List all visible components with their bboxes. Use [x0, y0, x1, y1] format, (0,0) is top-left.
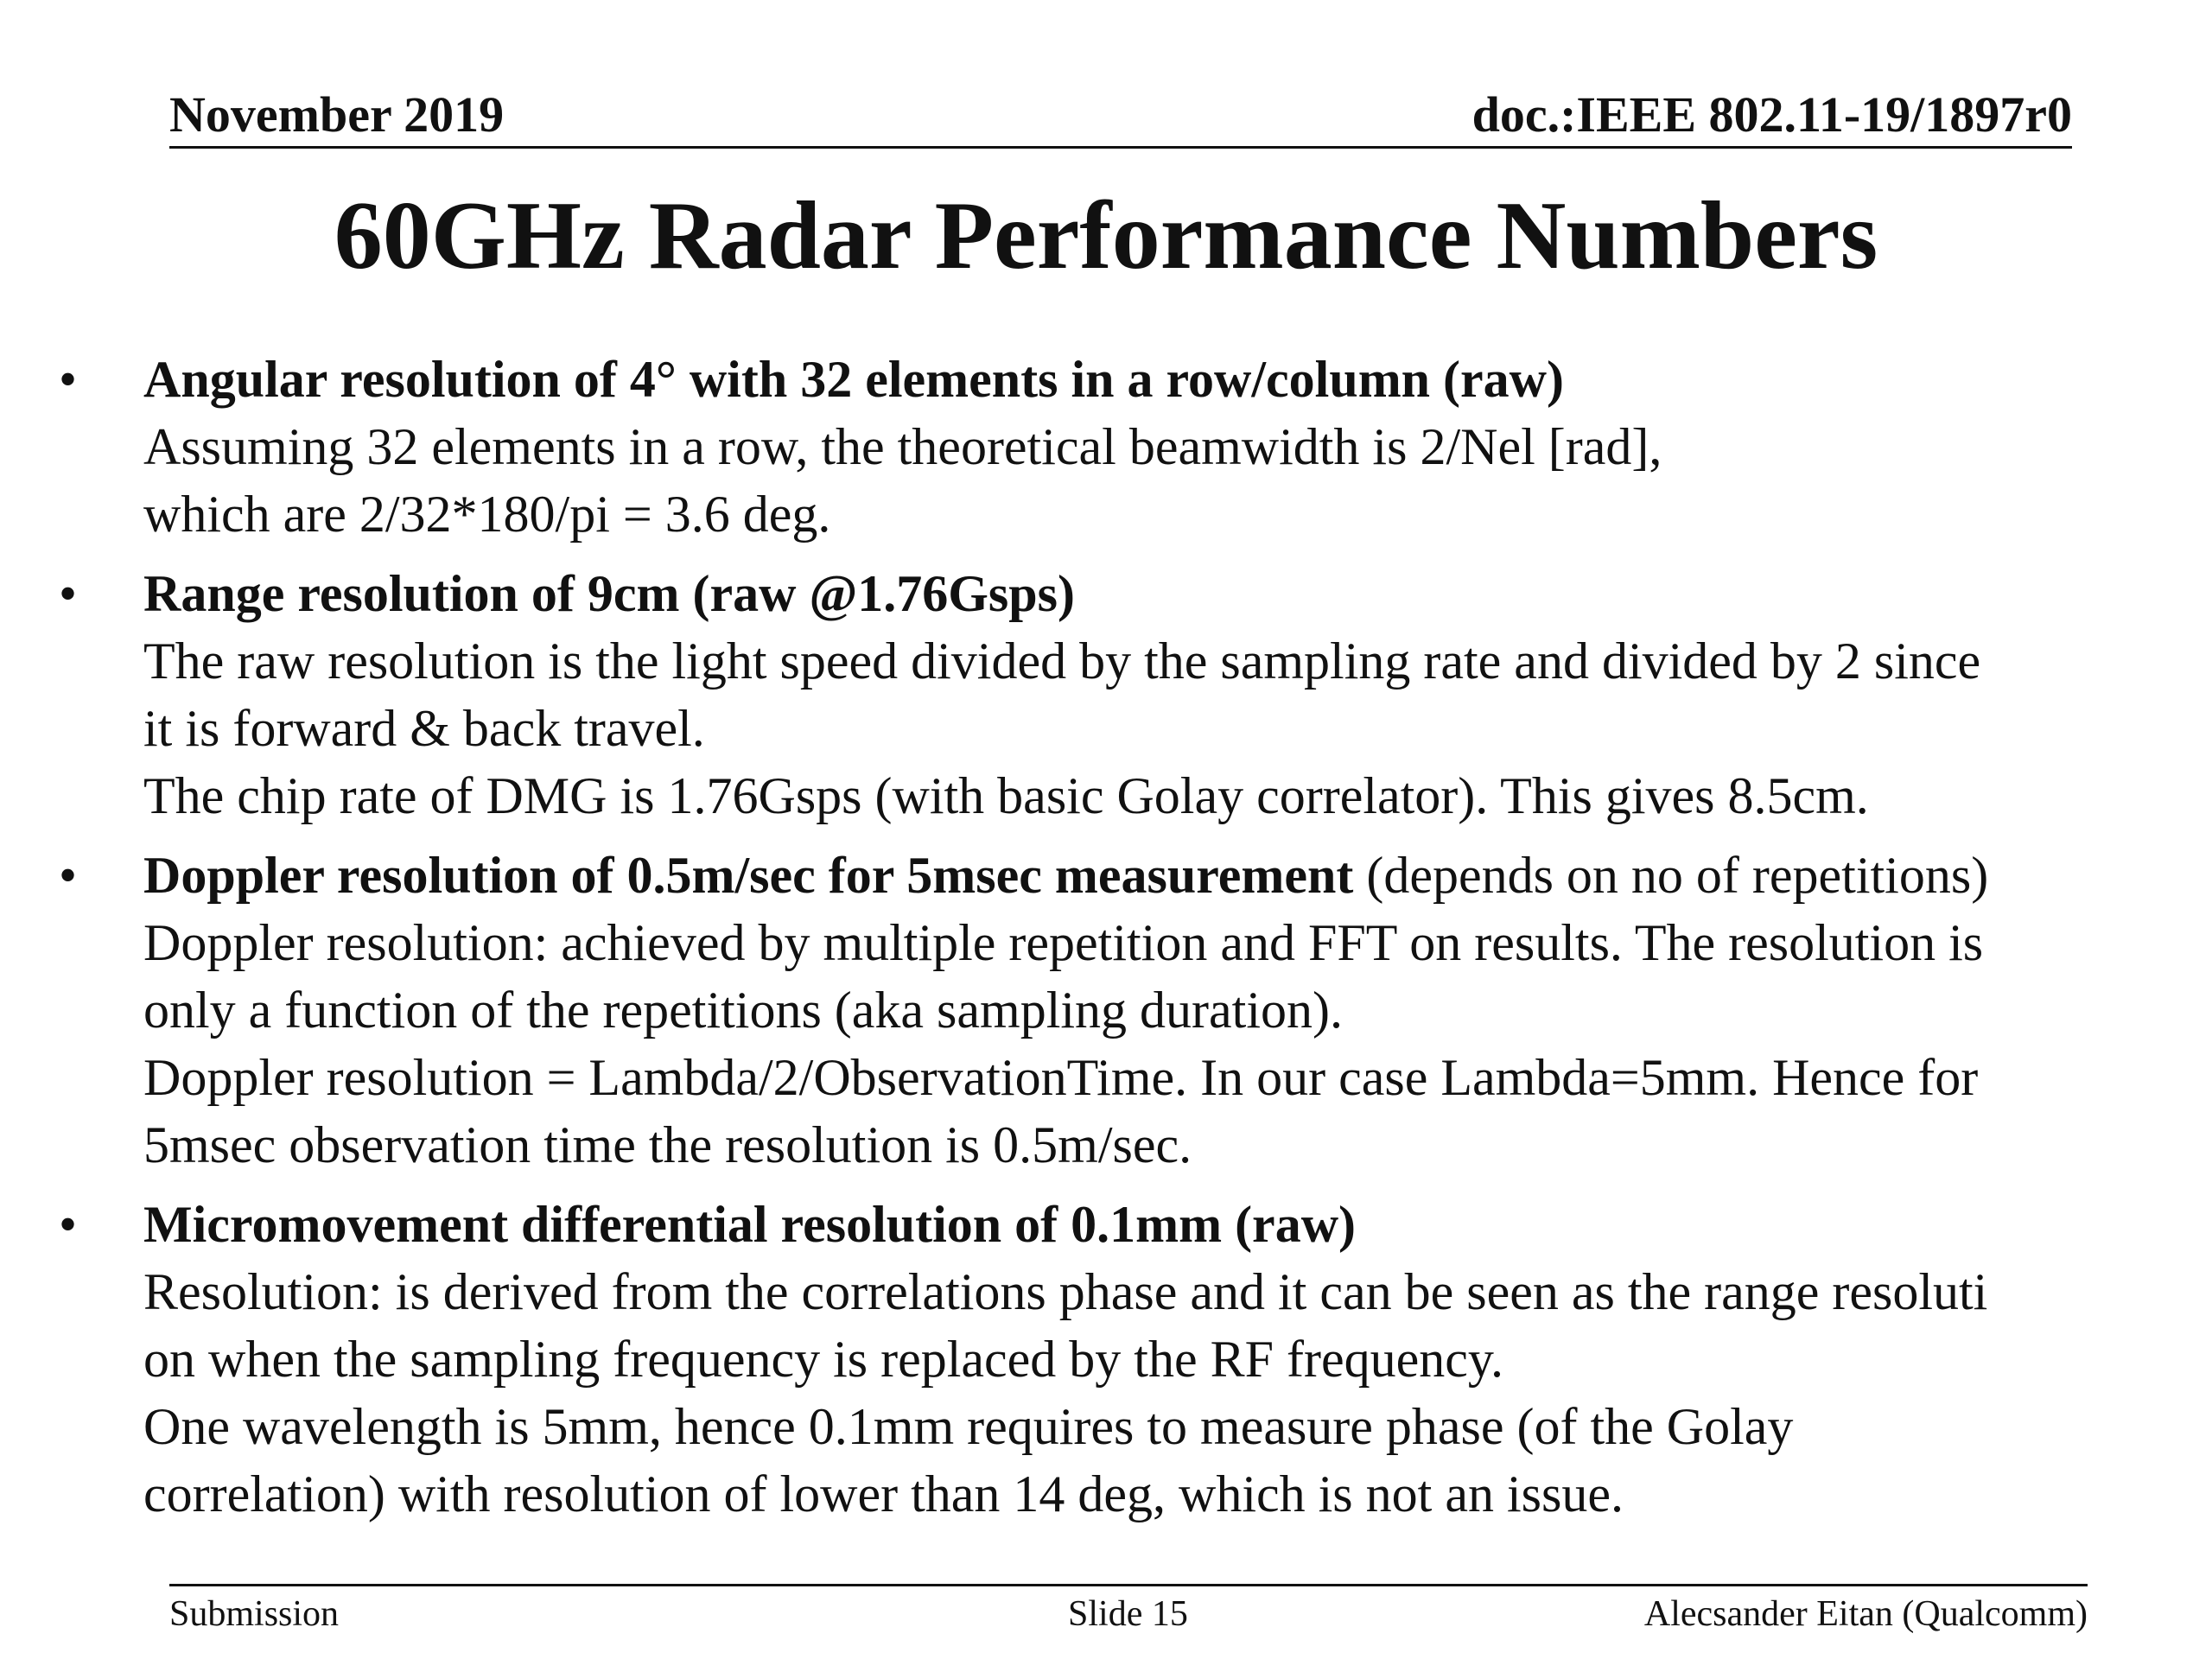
bullet-icon: •: [59, 1196, 78, 1253]
footer-slide-number: Slide 15: [1068, 1594, 1188, 1634]
bullet-body-line: Resolution: is derived from the correlations phase and it can be seen as the range resoluti: [143, 1263, 1988, 1320]
bullet-body-line: One wavelength is 5mm, hence 0.1mm requires to measure phase (of the Golay: [143, 1398, 1794, 1455]
bullet-heading: [143, 346, 2177, 413]
bullet-icon: •: [59, 351, 78, 408]
bullet-body-line: 5msec observation time the resolution is 0.5m/sec.: [143, 1116, 1192, 1173]
slide-footer: [169, 1584, 2088, 1638]
bullet-angular-resolution: [0, 346, 2212, 548]
bullet-heading-text: Range resolution of 9cm (raw @1.76Gsps): [143, 565, 1075, 622]
bullet-heading-text: Angular resolution of 4° with 32 elements in a row/column (raw): [143, 351, 1564, 408]
bullet-body-line: Doppler resolution = Lambda/2/ObservationTime. In our case Lambda=5mm. Hence for: [143, 1049, 1979, 1106]
bullet-icon: •: [59, 565, 78, 622]
bullet-heading: [143, 1191, 2177, 1258]
bullet-body-line: it is forward & back travel.: [143, 700, 705, 757]
footer-submission: Submission: [169, 1594, 340, 1634]
footer-author: Alecsander Eitan (Qualcomm): [1643, 1594, 2088, 1634]
bullet-body-line: which are 2/32*180/pi = 3.6 deg.: [143, 486, 831, 543]
slide-header: [169, 86, 2072, 149]
bullet-icon: •: [59, 847, 78, 904]
bullet-body-line: The chip rate of DMG is 1.76Gsps (with basic Golay correlator). This gives 8.5cm.: [143, 767, 1869, 824]
header-date: November 2019: [169, 86, 505, 143]
slide-title: 60GHz Radar Performance Numbers: [334, 182, 1878, 289]
bullet-heading: [143, 560, 2177, 627]
bullet-body-line: on when the sampling frequency is replaced by the RF frequency.: [143, 1331, 1503, 1388]
bullet-body-line: Assuming 32 elements in a row, the theoretical beamwidth is 2/Nel [rad],: [143, 418, 1662, 475]
bullet-body-line: The raw resolution is the light speed divided by the sampling rate and divided by 2 since: [143, 632, 1981, 690]
bullet-body-line: correlation) with resolution of lower than 14 deg, which is not an issue.: [143, 1465, 1624, 1522]
bullet-list: [0, 346, 2212, 1528]
bullet-doppler-resolution: [0, 842, 2212, 1179]
header-doc-id: doc.:IEEE 802.11-19/1897r0: [1471, 86, 2072, 143]
bullet-heading-text: Doppler resolution of 0.5m/sec for 5msec measurement: [143, 847, 1354, 904]
bullet-heading-text: Micromovement differential resolution of 0.1mm (raw): [143, 1196, 1356, 1253]
bullet-body-line: Doppler resolution: achieved by multiple repetition and FFT on results. The resolution is: [143, 914, 1984, 971]
bullet-heading-extra: (depends on no of repetitions): [1353, 847, 1989, 904]
bullet-heading: [143, 842, 2177, 909]
bullet-range-resolution: [0, 560, 2212, 830]
bullet-body-line: only a function of the repetitions (aka sampling duration).: [143, 982, 1343, 1039]
bullet-micromovement-resolution: [0, 1191, 2212, 1528]
